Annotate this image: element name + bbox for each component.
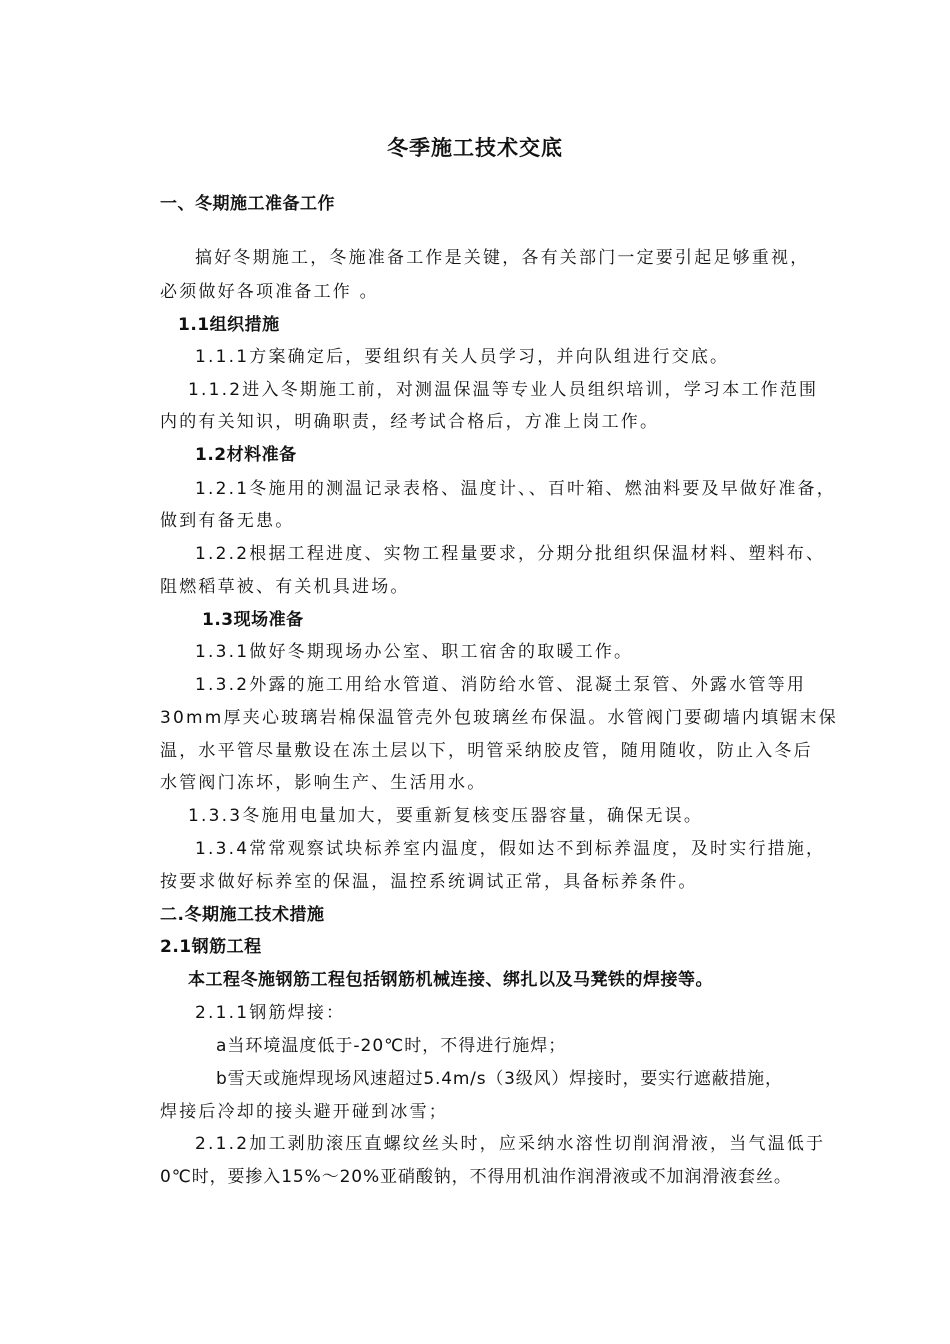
subsection-1-2-heading: 1.2材料准备	[195, 445, 297, 465]
paragraph-1-3-2-line-1: 1.3.2外露的施工用给水管道、消防给水管、混凝土泵管、外露水管等用	[195, 675, 807, 695]
section-1-heading: 一、冬期施工准备工作	[160, 194, 335, 214]
paragraph-1-3-4-line-2: 按要求做好标养室的保温，温控系统调试正常，具备标养条件。	[160, 872, 698, 892]
paragraph-1-3-4-line-1: 1.3.4常常观察试块标养室内温度，假如达不到标养温度，及时实行措施，	[195, 839, 826, 859]
paragraph-1-3-1: 1.3.1做好冬期现场办公室、职工宿舍的取暖工作。	[195, 642, 634, 662]
item-a: a当环境温度低于-20℃时，不得进行施焊；	[216, 1036, 567, 1056]
subsection-1-3-heading: 1.3现场准备	[202, 610, 304, 630]
paragraph-1-2-2-line-1: 1.2.2根据工程进度、实物工程量要求，分期分批组织保温材料、塑料布、	[195, 544, 826, 564]
paragraph-2-1-2-line-1: 2.1.2加工剥肋滚压直螺纹丝头时，应采纳水溶性切削润滑液，当气温低于	[195, 1134, 826, 1154]
document-title: 冬季施工技术交底	[387, 136, 563, 160]
paragraph-1-2-1-line-1: 1.2.1冬施用的测温记录表格、温度计、、百叶箱、燃油料要及早做好准备，	[195, 479, 836, 499]
item-b-line-1: b雪天或施焊现场风速超过5.4m/s（3级风）焊接时，要实行遮蔽措施，	[216, 1069, 783, 1089]
section-2-heading: 二.冬期施工技术措施	[160, 905, 325, 925]
paragraph-2-1-1: 2.1.1钢筋焊接：	[195, 1003, 346, 1023]
paragraph-1-1-2-line-2: 内的有关知识，明确职责，经考试合格后，方准上岗工作。	[160, 412, 660, 432]
section-1-intro-line-1: 搞好冬期施工，冬施准备工作是关键，各有关部门一定要引起足够重视，	[195, 248, 810, 268]
subsection-1-1-heading: 1.1组织措施	[178, 315, 280, 335]
paragraph-1-3-2-line-3: 温，水平管尽量敷设在冻土层以下，明管采纳胶皮管，随用随收，防止入冬后	[160, 741, 813, 761]
subsection-2-1-heading: 2.1钢筋工程	[160, 937, 262, 957]
subsection-2-1-intro: 本工程冬施钢筋工程包括钢筋机械连接、绑扎以及马凳铁的焊接等。	[188, 970, 713, 990]
paragraph-1-3-2-line-4: 水管阀门冻坏，影响生产、生活用水。	[160, 773, 487, 793]
item-b-line-2: 焊接后冷却的接头避开碰到冰雪；	[160, 1102, 448, 1122]
paragraph-1-1-2-line-1: 1.1.2进入冬期施工前，对测温保温等专业人员组织培训，学习本工作范围	[188, 380, 819, 400]
section-1-intro-line-2: 必须做好各项准备工作 。	[160, 282, 379, 302]
paragraph-1-1-1: 1.1.1方案确定后，要组织有关人员学习，并向队组进行交底。	[195, 347, 730, 367]
paragraph-1-2-1-line-2: 做到有备无患。	[160, 511, 295, 531]
paragraph-1-2-2-line-2: 阻燃稻草被、有关机具进场。	[160, 577, 410, 597]
paragraph-1-3-2-line-2: 30mm厚夹心玻璃岩棉保温管壳外包玻璃丝布保温。水管阀门要砌墙内填锯末保	[160, 708, 838, 728]
paragraph-1-3-3: 1.3.3冬施用电量加大，要重新复核变压器容量，确保无误。	[188, 806, 704, 826]
paragraph-2-1-2-line-2: 0℃时，要掺入15%～20%亚硝酸钠，不得用机油作润滑液或不加润滑液套丝。	[160, 1167, 792, 1187]
